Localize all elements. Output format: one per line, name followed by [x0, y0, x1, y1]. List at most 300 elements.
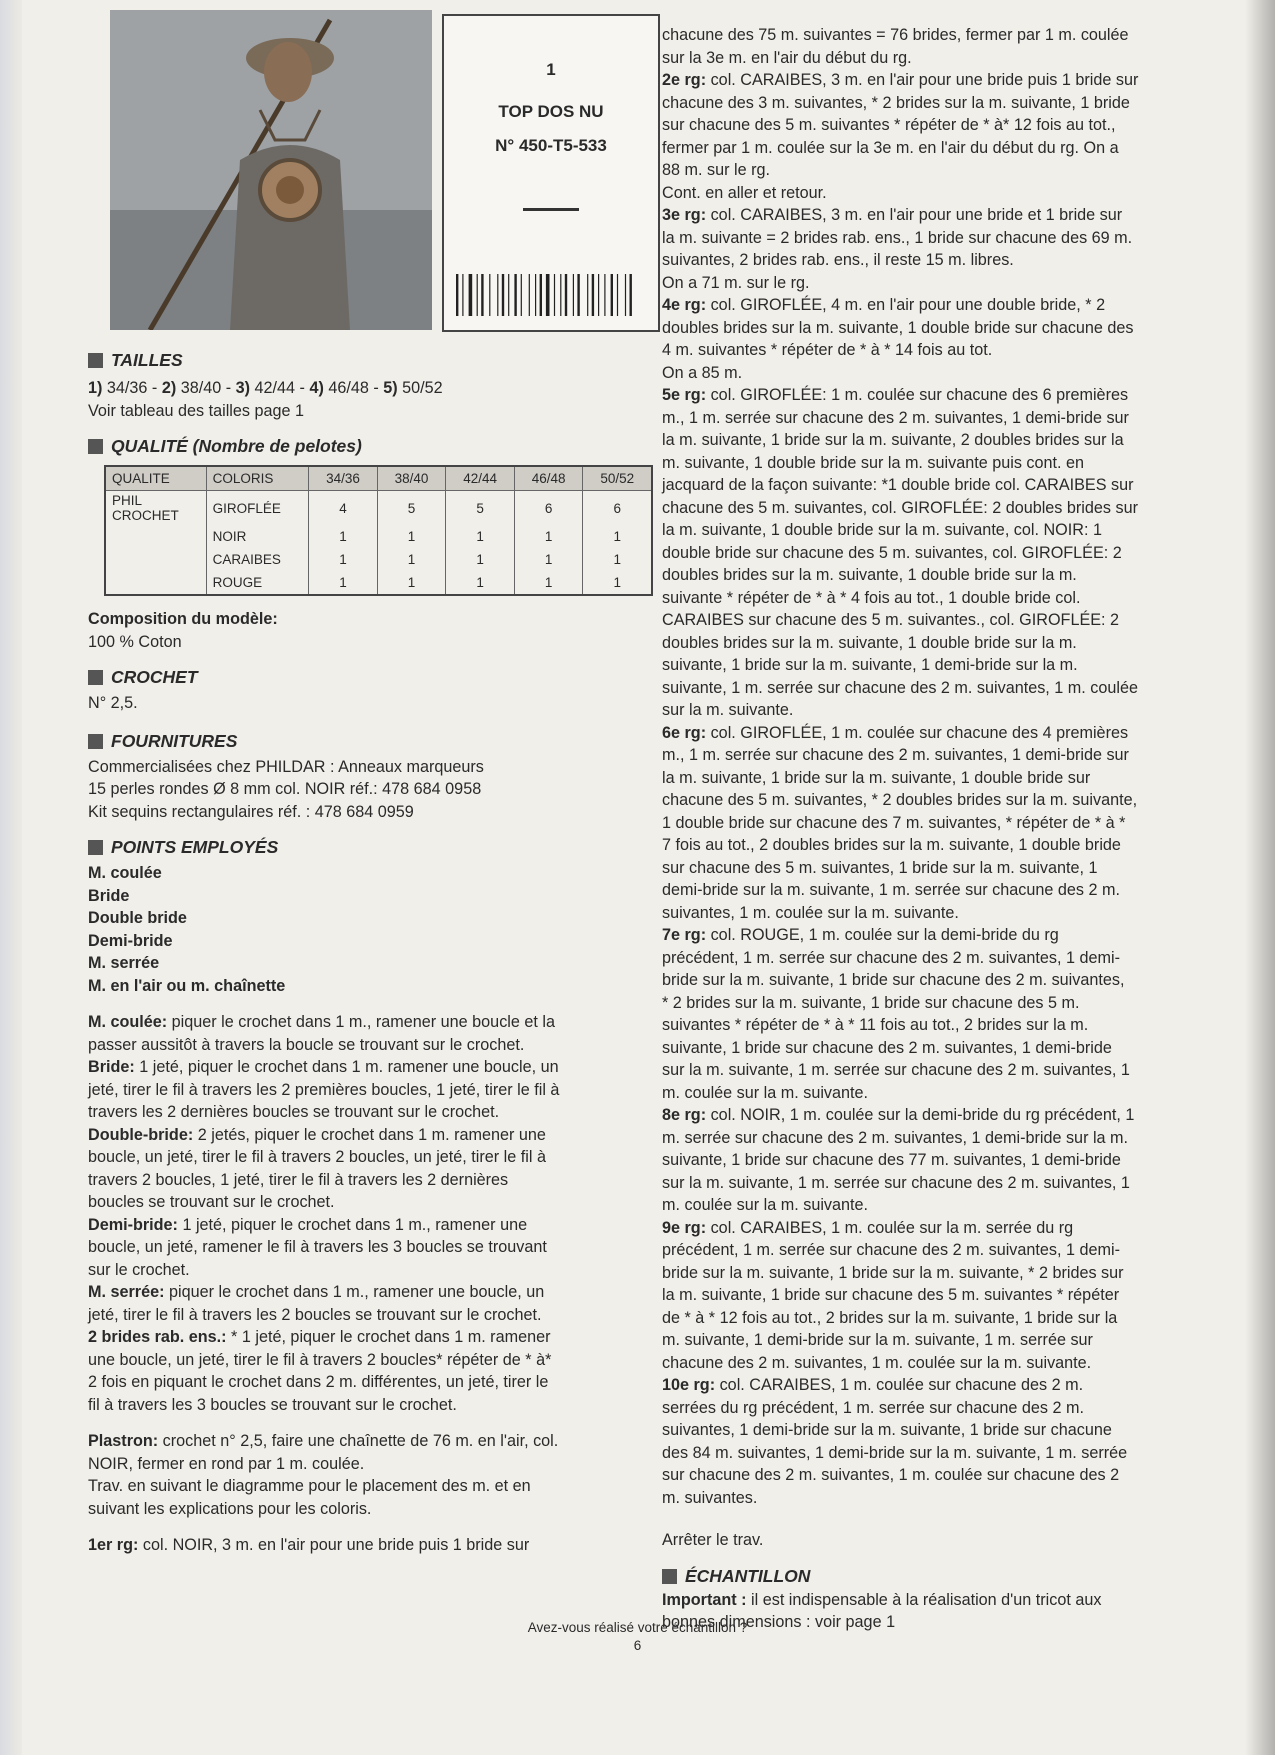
text-line [88, 1430, 653, 1453]
stitch-name: M. en l'air ou m. chaînette [88, 976, 286, 995]
line-text: col. GIROFLÉE, 1 m. coulée sur chacune des 4 premières [706, 723, 1129, 742]
page-shadow [1245, 0, 1275, 1755]
text-line [88, 1498, 653, 1521]
text-line [88, 1394, 653, 1417]
bold-term: 2 brides rab. ens.: [88, 1328, 227, 1346]
table-cell: 1 [583, 548, 652, 571]
bold-term: Important : [662, 1590, 747, 1609]
pattern-title: TOP DOS NU [498, 102, 604, 121]
table-cell: 1 [377, 548, 446, 571]
line-text: il est indispensable à la réalisation d'un tricot aux [746, 1590, 1102, 1609]
text-line [662, 497, 1234, 520]
text-line [88, 1236, 653, 1259]
text-line [662, 609, 1234, 632]
line-text: suivante, 1 bride sur la m. suivante, 1 demi-bride sur la m. [662, 656, 1078, 674]
text-line [88, 1146, 653, 1169]
sizes-line [88, 377, 653, 400]
barcode-bar [587, 274, 588, 316]
size-value: 38/40 - [176, 379, 236, 397]
text-line [662, 1419, 1234, 1442]
text-line [662, 1284, 1234, 1307]
text-line [662, 699, 1234, 722]
left-column [88, 350, 653, 1557]
line-text: sur le crochet. [88, 1260, 190, 1279]
table-cell: 6 [583, 491, 652, 526]
row-instructions [662, 24, 1234, 1509]
row-1-instructions [88, 1534, 653, 1557]
line-text: 88 m. sur le rg. [662, 161, 770, 179]
section-qualite: QUALITÉ (Nombre de pelotes) [88, 436, 653, 457]
text-line [88, 1304, 653, 1327]
size-index: 1) [88, 379, 103, 397]
text-line [662, 204, 1234, 227]
text-line [662, 1262, 1234, 1285]
barcode-bar [577, 274, 579, 316]
line-text: col. NOIR, 3 m. en l'air pour une bride puis 1 bride sur [138, 1536, 530, 1554]
line-text: chacune des 3 m. suivantes, * 2 brides sur la m. suivante, 1 bride [662, 93, 1130, 112]
barcode-bar [502, 274, 504, 316]
line-text: suivantes * répéter de * à * 11 fois au tot., 2 brides sur la m. [662, 1016, 1089, 1034]
section-crochet: CROCHET [88, 667, 653, 688]
line-text: 1 jeté, piquer le crochet dans 1 m. ramener une boucle, un [134, 1058, 559, 1076]
text-line [662, 542, 1234, 565]
line-text: bride sur la m. suivante, 1 bride sur la m. suivante, * 2 brides sur [662, 1263, 1124, 1282]
table-cell: 1 [446, 571, 515, 595]
text-line [662, 114, 1234, 137]
text-line [662, 1217, 1234, 1240]
line-text: une boucle, un jeté, tirer le fil à travers 2 boucles* répéter de * à* [88, 1350, 552, 1369]
line-text: passer aussitôt à travers la boucle se trouvant sur le crochet. [88, 1035, 525, 1054]
bold-term: 10e rg: [662, 1376, 716, 1394]
barcode-bar [497, 274, 498, 316]
barcode-bar [598, 274, 599, 316]
text-line [88, 1259, 653, 1282]
text-line [662, 24, 1234, 47]
text-line [88, 1056, 653, 1079]
barcode-bar [592, 274, 594, 316]
binding-edge [0, 0, 22, 1755]
table-cell: 1 [309, 548, 378, 571]
text-line [88, 1214, 653, 1237]
line-text: bride sur la m. suivante, 1 bride sur chacune des 2 m. suivantes, [662, 971, 1125, 989]
barcode-bar [469, 274, 473, 316]
bold-term: M. coulée: [88, 1013, 168, 1031]
line-text: On a 85 m. [662, 363, 743, 382]
line-text: précédent, 1 m. serrée sur chacune des 2 m. suivantes, 1 demi- [662, 1241, 1120, 1259]
section-echantillon: ÉCHANTILLON [662, 1566, 1234, 1587]
text-line [662, 339, 1234, 362]
text-line [662, 69, 1234, 92]
text-line [662, 227, 1234, 250]
sizes-note: Voir tableau des tailles page 1 [88, 401, 304, 420]
text-line [662, 1487, 1234, 1510]
line-text: CARAIBES sur chacune des 5 m. suivantes., col. GIROFLÉE: 2 [662, 611, 1120, 629]
text-line [662, 879, 1234, 902]
barcode-bar [462, 274, 463, 316]
pattern-code: N° 450-T5-533 [495, 136, 607, 155]
section-tailles: TAILLES [88, 350, 653, 371]
barcode-bar [573, 274, 574, 316]
line-text: Cont. en aller et retour. [662, 183, 827, 202]
stitch-explanations [88, 1011, 653, 1416]
text-line [662, 1014, 1234, 1037]
table-cell: 1 [583, 525, 652, 548]
size-index: 5) [383, 379, 398, 397]
line-text: col. NOIR, 1 m. coulée sur la demi-bride du rg précédent, 1 [706, 1106, 1135, 1124]
line-text: suivantes, 2 brides rab. ens., il reste 15 m. libres. [662, 251, 1014, 269]
model-photo [110, 10, 432, 330]
text-line [662, 632, 1234, 655]
barcode-bar [560, 274, 561, 316]
line-text: demi-bride sur la m. suivante, 1 m. serrée sur chacune des 2 m. [662, 881, 1120, 899]
table-cell: 1 [446, 525, 515, 548]
text-line [88, 1079, 653, 1102]
line-text: col. CARAIBES, 3 m. en l'air pour une bride et 1 bride sur [706, 206, 1123, 224]
table-header: 38/40 [377, 466, 446, 491]
table-cell: 1 [514, 571, 583, 595]
text-line [88, 1011, 653, 1034]
line-text: sur la m. suivante. [662, 701, 794, 719]
table-cell: 1 [514, 548, 583, 571]
line-text: boucles se trouvant sur le crochet. [88, 1193, 335, 1211]
line-text: * 2 brides sur la m. suivante, 1 bride sur chacune des 5 m. [662, 993, 1080, 1012]
table-cell: 1 [514, 525, 583, 548]
barcode-bar [521, 274, 522, 316]
line-text: de * à * 12 fois au tot., 2 brides sur la m. suivante, 1 bride sur la [662, 1308, 1118, 1327]
text-line [662, 1374, 1234, 1397]
text-line [88, 1475, 653, 1498]
line-text: boucle, un jeté, tirer le fil à travers 2 boucles, un jeté, tirer le fil à [88, 1148, 546, 1166]
line-text: piquer le crochet dans 1 m., ramener une boucle, un [164, 1283, 545, 1301]
line-text: On a 71 m. sur le rg. [662, 273, 810, 292]
table-cell: 1 [309, 571, 378, 595]
table-row [105, 548, 652, 571]
stitch-name: Demi-bride [88, 931, 173, 950]
barcode-bar [456, 274, 458, 316]
line-text: travers les 2 dernières boucles se trouvant sur le crochet. [88, 1103, 500, 1121]
bold-term: Bride: [88, 1058, 135, 1076]
table-cell: ROUGE [206, 571, 309, 595]
text-line [662, 654, 1234, 677]
line-text: m. suivante, 1 demi-bride sur la m. suivante, 1 m. serrée sur [662, 1331, 1093, 1349]
supply-line: Kit sequins rectangulaires réf. : 478 684 0959 [88, 802, 414, 821]
line-text: piquer le crochet dans 1 m., ramener une boucle et la [167, 1013, 555, 1031]
line-text: m. suivante, 1 double bride sur la m. suivante puis cont. en [662, 453, 1085, 472]
stitch-name: M. coulée [88, 864, 162, 882]
barcode-bar [540, 274, 542, 316]
text-line [662, 317, 1234, 340]
text-line [662, 362, 1234, 385]
table-cell: PHIL CROCHET [105, 491, 206, 526]
composition-label: Composition du modèle: [88, 610, 278, 628]
line-text: col. CARAIBES, 1 m. coulée sur la m. serrée du rg [706, 1218, 1074, 1237]
text-line [662, 1239, 1234, 1262]
line-text: col. ROUGE, 1 m. coulée sur la demi-bride du rg [706, 926, 1059, 944]
text-line [88, 1453, 653, 1476]
text-line [662, 587, 1234, 610]
table-row [105, 571, 652, 595]
table-header: COLORIS [206, 466, 309, 491]
line-text: suivantes, 1 m. coulée sur la m. suivante. [662, 903, 959, 922]
text-line [662, 924, 1234, 947]
barcode-bar [514, 274, 516, 316]
text-line [88, 1371, 653, 1394]
line-text: jacquard de la façon suivante: *1 double bride col. CARAIBES sur [662, 476, 1134, 494]
text-line [662, 1059, 1234, 1082]
barcode-bar [508, 274, 509, 316]
line-text: 2 jetés, piquer le crochet dans 1 m. ramener une [193, 1125, 546, 1144]
text-line [662, 1352, 1234, 1375]
line-text: fil à travers les 3 boucles se trouvant sur le crochet. [88, 1395, 457, 1414]
text-line [88, 1326, 653, 1349]
text-line [662, 249, 1234, 272]
line-text: double bride sur chacune des 5 m. suivantes, col. GIROFLÉE: 2 [662, 543, 1122, 562]
text-line [662, 1397, 1234, 1420]
finish-work: Arrêter le trav. [662, 1531, 764, 1549]
line-text: chacune des 75 m. suivantes = 76 brides, fermer par 1 m. coulée [662, 26, 1129, 44]
text-line [662, 677, 1234, 700]
text-line [662, 1172, 1234, 1195]
line-text: la m. suivante, 1 bride sur chacune des 5 m. suivantes * répéter [662, 1286, 1120, 1304]
barcode-bar [630, 274, 632, 316]
text-line [662, 947, 1234, 970]
text-line [662, 452, 1234, 475]
line-text: 1 jeté, piquer le crochet dans 1 m., ramener une [177, 1215, 528, 1234]
size-value: 34/36 - [102, 379, 162, 397]
line-text: sur la 3e m. en l'air du début du rg. [662, 48, 912, 67]
table-cell: CARAIBES [206, 548, 309, 571]
line-text: col. CARAIBES, 1 m. coulée sur chacune des 2 m. [715, 1376, 1084, 1394]
table-cell: GIROFLÉE [206, 491, 309, 526]
line-text: m. coulée sur la m. suivante. [662, 1196, 869, 1214]
table-cell [105, 548, 206, 571]
barcode-bar [529, 274, 530, 316]
crochet-size: N° 2,5. [88, 694, 138, 712]
barcode-bar [604, 274, 605, 316]
barcode-bar [625, 274, 626, 316]
barcode [454, 274, 648, 316]
text-line [88, 1169, 653, 1192]
text-line [662, 474, 1234, 497]
divider [523, 208, 579, 211]
text-line [662, 1104, 1234, 1127]
bold-term: 6e rg: [662, 723, 707, 742]
stitch-name: M. serrée [88, 954, 160, 972]
line-text: suivantes, 1 demi-bride sur la m. suivante, 1 bride sur chacune [662, 1421, 1112, 1439]
text-line [88, 1534, 653, 1557]
text-line [662, 767, 1234, 790]
text-line [662, 272, 1234, 295]
line-text: bonnes dimensions : voir page 1 [662, 1613, 896, 1631]
stitches-list [88, 862, 653, 997]
line-text: m. coulée sur la m. suivante. [662, 1083, 869, 1102]
stitch-name: Double bride [88, 909, 187, 927]
line-text: travers 2 boucles, 1 jeté, tirer le fil à travers les 2 dernières [88, 1170, 509, 1189]
table-row [105, 491, 652, 526]
table-header: 50/52 [583, 466, 652, 491]
line-text: Trav. en suivant le diagramme pour le placement des m. et en [88, 1477, 531, 1495]
line-text: boucle, un jeté, ramener le fil à travers les 3 boucles se trouvant [88, 1238, 547, 1256]
table-header: 34/36 [309, 466, 378, 491]
line-text: suivant les explications pour les coloris. [88, 1499, 372, 1518]
line-text: la m. suivante, 1 bride sur la m. suivante, 1 double bride sur [662, 768, 1091, 787]
text-line [662, 1127, 1234, 1150]
line-text: 2 fois en piquant le crochet dans 2 m. différentes, un jeté, tirer le [88, 1373, 549, 1391]
line-text: fermer par 1 m. coulée sur la 3e m. en l'air du début du rg. On a [662, 138, 1119, 157]
line-text: m. suivantes. [662, 1488, 758, 1507]
line-text: doubles brides sur la m. suivante, 1 double bride sur la m. [662, 566, 1077, 584]
table-cell [105, 525, 206, 548]
bold-term: M. serrée: [88, 1283, 165, 1301]
line-text: suivante, 1 bride sur chacune des 77 m. suivantes, 1 demi-bride [662, 1151, 1121, 1169]
table-cell: NOIR [206, 525, 309, 548]
line-text: chacune des 5 m. suivantes, * 2 doubles brides sur la m. suivante, [662, 791, 1138, 809]
barcode-bar [489, 274, 490, 316]
text-line [662, 159, 1234, 182]
table-header: 46/48 [514, 466, 583, 491]
quantity-table [104, 465, 653, 596]
line-text: suivante * répéter de * à * 4 fois au tot., 1 double bride col. [662, 588, 1081, 607]
size-index: 4) [309, 379, 324, 397]
section-points: POINTS EMPLOYÉS [88, 837, 653, 858]
text-line [662, 1037, 1234, 1060]
bold-term: 1er rg: [88, 1536, 139, 1554]
text-line [662, 992, 1234, 1015]
line-text: 4 m. suivantes * répéter de * à * 14 fois au tot. [662, 341, 993, 359]
line-text: col. GIROFLÉE, 4 m. en l'air pour une double bride, * 2 [706, 296, 1106, 314]
size-value: 42/44 - [250, 379, 310, 397]
table-cell: 5 [377, 491, 446, 526]
line-text: la m. suivante = 2 brides rab. ens., 1 bride sur chacune des 69 m. [662, 228, 1133, 247]
text-line [662, 429, 1234, 452]
supply-line: Commercialisées chez PHILDAR : Anneaux marqueurs [88, 757, 484, 776]
line-text: chacune des 5 m. suivantes, col. GIROFLÉE: 2 doubles brides sur [662, 498, 1138, 517]
text-line [88, 1281, 653, 1304]
line-text: suivante, 1 bride sur chacune des 2 m. suivantes, 1 demi-bride [662, 1038, 1112, 1057]
text-line [662, 137, 1234, 160]
line-text: m., 1 m. serrée sur chacune des 2 m. suivantes, 1 demi-bride sur [662, 408, 1129, 427]
text-line [662, 1082, 1234, 1105]
bold-term: 3e rg: [662, 206, 707, 224]
line-text: * 1 jeté, piquer le crochet dans 1 m. ramener [226, 1328, 551, 1346]
table-cell: 1 [309, 525, 378, 548]
line-text: col. GIROFLÉE: 1 m. coulée sur chacune des 6 premières [706, 386, 1129, 404]
line-text: sur chacune des 5 m. suivantes * répéter de * à* 12 fois au tot., [662, 116, 1116, 134]
text-line [88, 1349, 653, 1372]
bold-term: Demi-bride: [88, 1215, 178, 1234]
line-text: des 84 m. suivantes, 1 demi-bride sur la m. suivante, 1 m. serrée [662, 1443, 1128, 1462]
right-column [662, 24, 1234, 1634]
barcode-bar [481, 274, 483, 316]
table-cell [105, 571, 206, 595]
barcode-bar [611, 274, 613, 316]
barcode-bar [617, 274, 618, 316]
text-line [662, 1149, 1234, 1172]
text-line [88, 1101, 653, 1124]
line-text: crochet n° 2,5, faire une chaînette de 76 m. en l'air, col. [158, 1432, 559, 1450]
text-line [662, 407, 1234, 430]
line-text: doubles brides sur la m. suivante, 1 double bride sur la m. [662, 633, 1077, 652]
text-line [662, 294, 1234, 317]
section-fournitures: FOURNITURES [88, 731, 653, 752]
line-text: doubles brides sur la m. suivante, 1 double bride sur chacune des [662, 318, 1134, 337]
line-text: sur chacune des 5 m. suivantes, 1 bride sur la m. suivante, 1 [662, 858, 1098, 877]
table-cell: 1 [583, 571, 652, 595]
table-cell: 1 [377, 525, 446, 548]
barcode-bar [565, 274, 567, 316]
size-index: 3) [235, 379, 251, 397]
text-line [662, 722, 1234, 745]
line-text: la m. suivante, 1 double bride sur la m. suivante, col. NOIR: 1 [662, 521, 1102, 539]
plastron-instructions [88, 1430, 653, 1520]
text-line [662, 1329, 1234, 1352]
text-line [662, 857, 1234, 880]
line-text: chacune des 2 m. suivantes, 1 m. coulée sur la m. suivante. [662, 1353, 1092, 1372]
size-index: 2) [161, 379, 177, 397]
text-line [662, 47, 1234, 70]
line-text: m. serrée sur chacune des 2 m. suivantes, 1 demi-bride sur la m. [662, 1128, 1129, 1147]
page-footer [0, 1619, 1275, 1655]
table-cell: 6 [514, 491, 583, 526]
page-number: 6 [633, 1638, 642, 1653]
line-text: jeté, tirer le fil à travers les 2 premières boucles, 1 jeté, tirer le fil à [88, 1080, 560, 1099]
text-line [662, 969, 1234, 992]
line-text: suivante, 1 m. serrée sur chacune des 2 m. suivantes, 1 m. coulée [662, 678, 1138, 697]
pattern-number: 1 [546, 60, 556, 79]
table-header: QUALITE [105, 466, 206, 491]
table-cell: 4 [309, 491, 378, 526]
text-line [662, 789, 1234, 812]
supplies-list [88, 756, 653, 824]
line-text: la m. suivante, 1 bride sur la m. suivante, 2 doubles brides sur la [662, 431, 1124, 449]
line-text: m., 1 m. serrée sur chacune des 2 m. suivantes, 1 demi-bride sur [662, 746, 1129, 764]
barcode-bar [477, 274, 478, 316]
text-line [662, 1464, 1234, 1487]
line-text: sur la m. suivante, 1 m. serrée sur chacune des 2 m. suivantes, 1 [662, 1061, 1130, 1079]
text-line [662, 834, 1234, 857]
size-value: 46/48 - [323, 379, 384, 397]
text-line [88, 1034, 653, 1057]
text-line [662, 902, 1234, 925]
line-text: sur la m. suivante, 1 m. serrée sur chacune des 2 m. suivantes, 1 [662, 1173, 1130, 1192]
bold-term: Plastron: [88, 1432, 159, 1450]
supply-line: 15 perles rondes Ø 8 mm col. NOIR réf.: 478 684 0958 [88, 780, 482, 798]
text-line [662, 1307, 1234, 1330]
bold-term: 8e rg: [662, 1106, 707, 1124]
text-line [662, 564, 1234, 587]
table-row [105, 525, 652, 548]
text-line [662, 1589, 1234, 1612]
composition-value: 100 % Coton [88, 632, 182, 651]
line-text: 7 fois au tot., 2 doubles brides sur la m. suivante, 1 double bride [662, 836, 1121, 854]
size-value: 50/52 [397, 379, 443, 397]
bold-term: 2e rg: [662, 71, 707, 89]
bold-term: 4e rg: [662, 296, 707, 314]
model-illustration [110, 10, 432, 330]
barcode-bar [546, 274, 550, 316]
line-text: précédent, 1 m. serrée sur chacune des 2 m. suivantes, 1 demi- [662, 948, 1120, 967]
barcode-bar [535, 274, 536, 316]
footer-question: Avez-vous réalisé votre échantillon ? [527, 1620, 748, 1635]
text-line [662, 1194, 1234, 1217]
table-cell: 1 [446, 548, 515, 571]
table-cell: 5 [446, 491, 515, 526]
bold-term: Double-bride: [88, 1125, 194, 1144]
text-line [662, 812, 1234, 835]
text-line [662, 1442, 1234, 1465]
bold-term: 5e rg: [662, 386, 707, 404]
bold-term: 7e rg: [662, 926, 707, 944]
